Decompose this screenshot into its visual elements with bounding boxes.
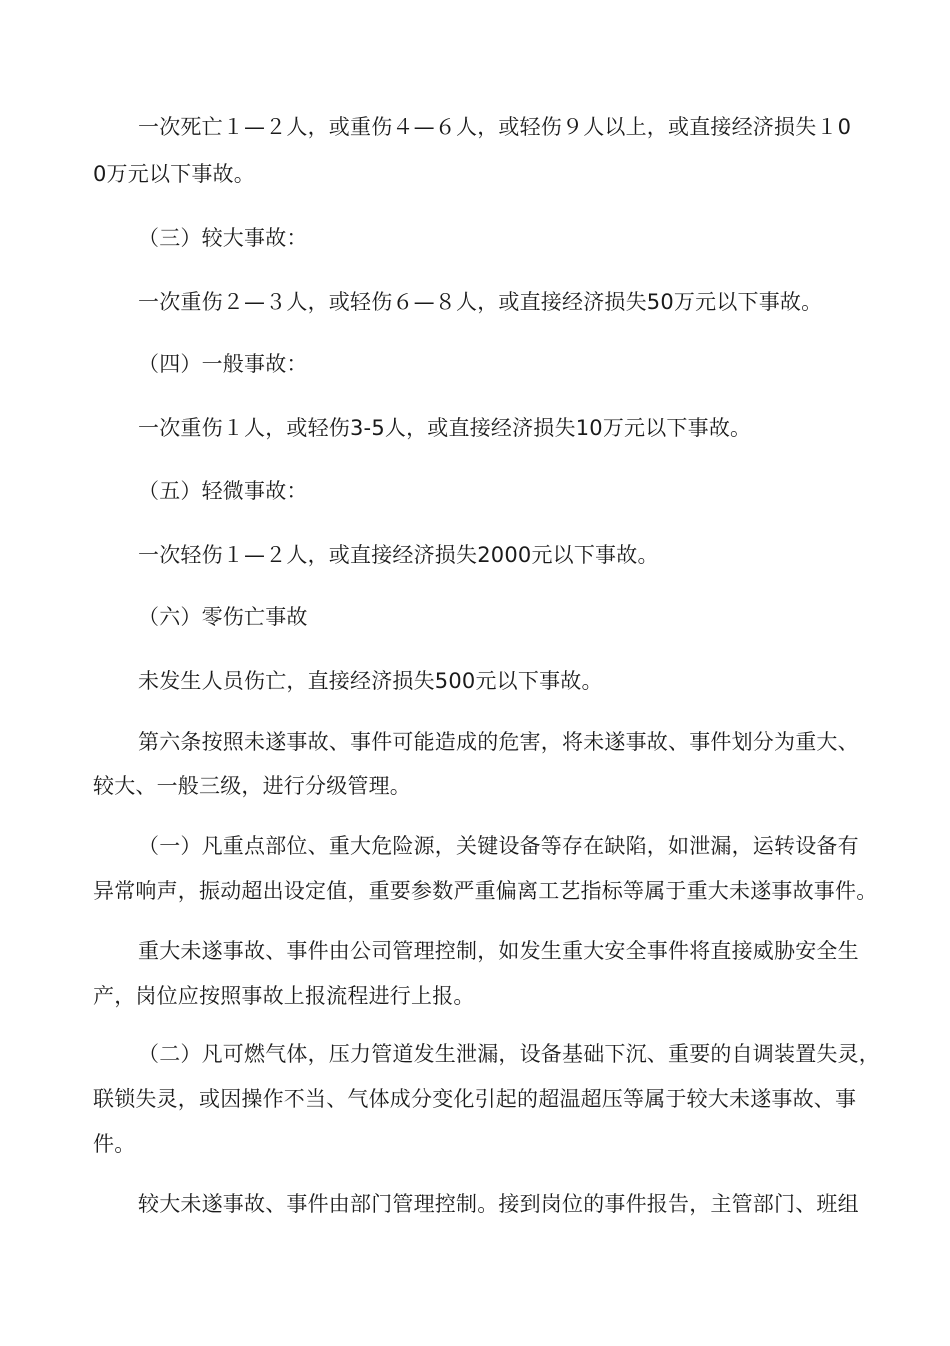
section-heading: （五）轻微事故： <box>138 479 308 503</box>
paragraph-line: 一次死亡１—２人，或重伤４—６人，或轻伤９人以上，或直接经济损失１0 <box>138 115 852 139</box>
paragraph-line: （一）凡重点部位、重大危险源，关键设备等存在缺陷，如泄漏，运转设备有 <box>138 834 859 858</box>
paragraph-line: 较大、一般三级，进行分级管理。 <box>93 774 411 798</box>
paragraph-line: 产，岗位应按照事故上报流程进行上报。 <box>93 984 475 1008</box>
section-heading: （四）一般事故： <box>138 352 308 376</box>
paragraph-line: 一次重伤１人，或轻伤3-5人，或直接经济损失10万元以下事故。 <box>138 416 752 440</box>
paragraph-line: 较大未遂事故、事件由部门管理控制。接到岗位的事件报告，主管部门、班组 <box>138 1192 859 1216</box>
paragraph-line: 一次重伤２—３人，或轻伤６—８人，或直接经济损失50万元以下事故。 <box>138 290 823 314</box>
paragraph-line: 0万元以下事故。 <box>93 162 255 186</box>
paragraph-line: 异常响声，振动超出设定值，重要参数严重偏离工艺指标等属于重大未遂事故事件。 <box>93 879 878 903</box>
paragraph-line: 联锁失灵，或因操作不当、气体成分变化引起的超温超压等属于较大未遂事故、事 <box>93 1087 857 1111</box>
paragraph-line: 第六条按照未遂事故、事件可能造成的危害，将未遂事故、事件划分为重大、 <box>138 730 859 754</box>
paragraph-line: 件。 <box>93 1132 136 1156</box>
section-heading: （六）零伤亡事故 <box>138 605 308 629</box>
paragraph-line: 重大未遂事故、事件由公司管理控制，如发生重大安全事件将直接威胁安全生 <box>138 939 859 963</box>
section-heading: （三）较大事故： <box>138 226 308 250</box>
paragraph-line: 未发生人员伤亡，直接经济损失500元以下事故。 <box>138 669 603 693</box>
paragraph-line: （二）凡可燃气体，压力管道发生泄漏，设备基础下沉、重要的自调装置失灵， <box>138 1042 880 1066</box>
paragraph-line: 一次轻伤１—２人，或直接经济损失2000元以下事故。 <box>138 543 659 567</box>
